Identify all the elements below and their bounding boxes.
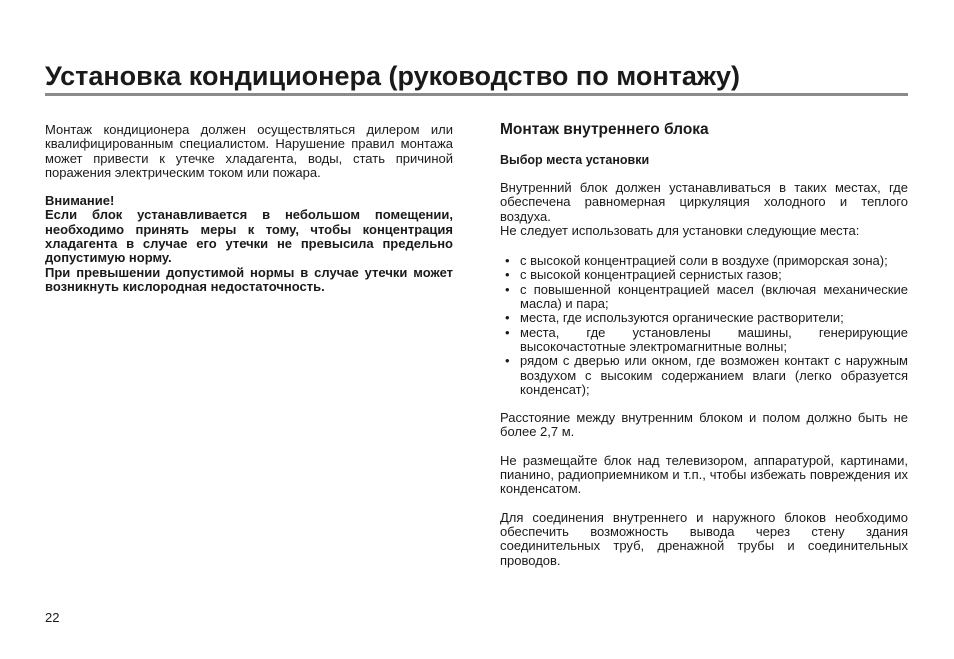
title-divider	[45, 93, 908, 96]
list-item	[500, 283, 908, 312]
bullet-icon: •	[505, 253, 510, 269]
avoid-list	[500, 254, 908, 397]
list-item-text: места, где установлены машины, генерирующие высокочастотные электромагнитные волны;	[520, 324, 908, 354]
page-title: Установка кондиционера (руководство по монтажу)	[45, 61, 741, 91]
right-column	[500, 121, 908, 568]
distance-paragraph: Расстояние между внутренним блоком и полом должно быть не более 2,7 м.	[500, 410, 908, 440]
bullet-icon: •	[505, 281, 510, 297]
list-item	[500, 254, 908, 268]
warning-label: Внимание!	[45, 193, 115, 209]
wall-outlet-paragraph: Для соединения внутреннего и наружного блоков необходимо обеспечить возможность вывода через стену здания соединительных труб, дренажной трубы и соединительных проводов.	[500, 509, 908, 568]
list-item	[500, 354, 908, 397]
page-number: 22	[45, 610, 60, 625]
list-item	[500, 268, 908, 282]
list-item-text: рядом с дверью или окном, где возможен контакт с наружным воздухом с высоким содержанием влаги (легко образуется конденсат);	[520, 353, 908, 397]
list-item-text: с повышенной концентрацией масел (включая механические масла) и пара;	[520, 281, 908, 312]
list-item	[500, 326, 908, 355]
left-column	[45, 123, 453, 294]
section-heading-indoor-unit: Монтаж внутреннего блока	[500, 121, 709, 138]
bullet-icon: •	[505, 353, 510, 369]
warning-text-small-room: Если блок устанавливается в небольшом помещении, необходимо принять меры к тому, чтобы концентрация хладагента в случае его утечки не превысила предельно допустимую норму.	[45, 207, 453, 266]
bullet-icon: •	[505, 310, 510, 326]
subsection-heading-location: Выбор места установки	[500, 153, 650, 167]
tv-warning-paragraph: Не размещайте блок над телевизором, аппаратурой, картинами, пианино, радиоприемником и т.п., чтобы избежать повреждения их конденсатом.	[500, 452, 908, 497]
avoid-intro: Не следует использовать для установки следующие места:	[500, 222, 860, 238]
list-item-text: места, где используются органические растворители;	[520, 310, 844, 326]
list-item-text: с высокой концентрацией сернистых газов;	[520, 267, 782, 283]
warning-text-oxygen: При превышении допустимой нормы в случае утечки может возникнуть кислородная недостаточность.	[45, 264, 453, 294]
list-item	[500, 311, 908, 325]
bullet-icon: •	[505, 324, 510, 340]
bullet-icon: •	[505, 267, 510, 283]
intro-paragraph: Монтаж кондиционера должен осуществляться дилером или квалифицированным специалистом. Нарушение правил монтажа может привести к утечке хладагента, воды, стать причиной поражения электрическим током или пожара.	[45, 122, 453, 180]
list-item-text: с высокой концентрацией соли в воздухе (приморская зона);	[520, 253, 888, 269]
placement-paragraph: Внутренний блок должен устанавливаться в таких местах, где обеспечена равномерная циркуляция холодного и теплого воздуха.	[500, 180, 908, 224]
